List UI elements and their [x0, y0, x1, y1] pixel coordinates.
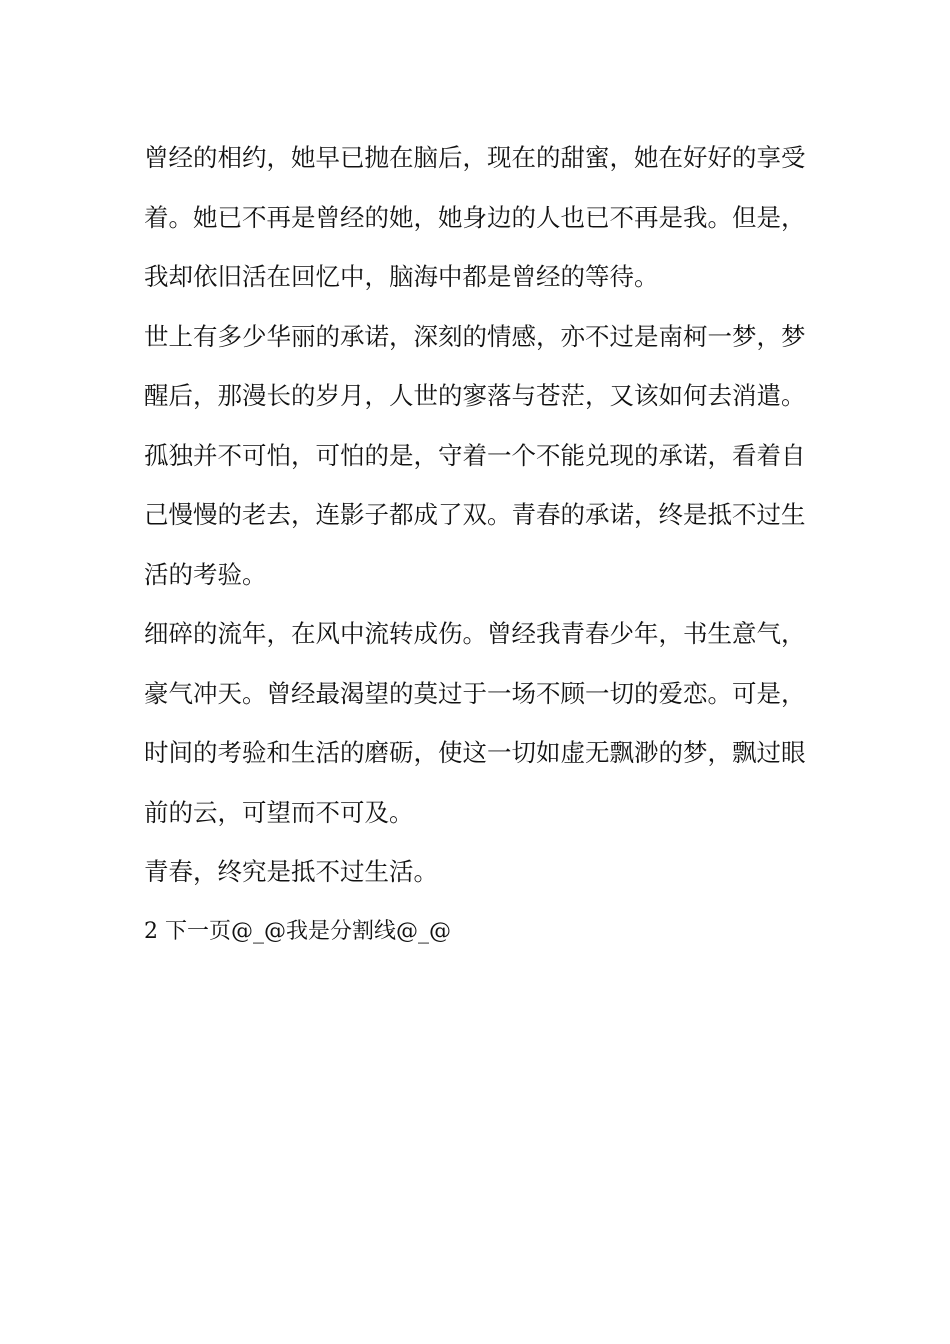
text-line: 活的考验。 [144, 559, 267, 589]
text-line: 世上有多少华丽的承诺，深刻的情感，亦不过是南柯一梦，梦 [144, 321, 806, 351]
text-line: 细碎的流年，在风中流转成伤。曾经我青春少年，书生意气， [144, 619, 806, 648]
text-line: 青春，终究是抵不过生活。 [144, 857, 438, 886]
text-line: 时间的考验和生活的磨砺，使这一切如虚无飘渺的梦，飘过眼 [144, 738, 806, 767]
text-line: 前的云，可望而不可及。 [144, 797, 414, 827]
text-line: 豪气冲天。曾经最渴望的莫过于一场不顾一切的爱恋。可是， [144, 678, 806, 708]
text-line: 着。她已不再是曾经的她，她身边的人也已不再是我。但是， [144, 202, 806, 232]
text-line: 曾经的相约，她早已抛在脑后，现在的甜蜜，她在好好的享受 [144, 143, 806, 172]
text-line: 醒后，那漫长的岁月，人世的寥落与苍茫，又该如何去消遣。 [144, 381, 806, 410]
text-line: 己慢慢的老去，连影子都成了双。青春的承诺，终是抵不过生 [144, 500, 806, 529]
document-body [144, 128, 808, 961]
text-line: 我却依旧活在回忆中，脑海中都是曾经的等待。 [144, 262, 659, 291]
text-line: 孤独并不可怕，可怕的是，守着一个不能兑现的承诺，看着自 [144, 440, 806, 470]
page-footer-divider-text: 2 下一页@_@我是分割线@_@ [144, 918, 451, 944]
